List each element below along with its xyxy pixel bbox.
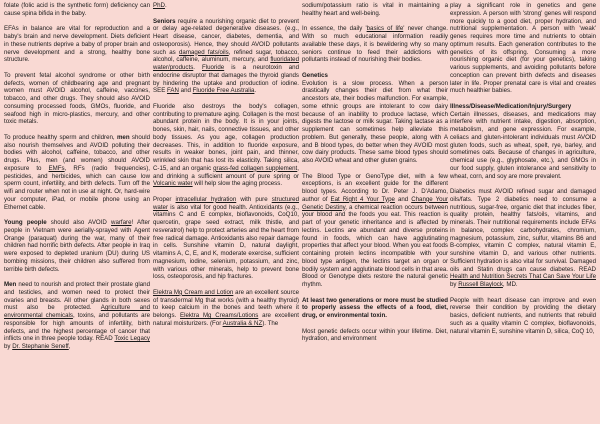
link-health-nutrition-secrets[interactable]: Health and Nutrition Secrets That Can Save Your Life — [450, 273, 596, 281]
heading-illness: Illness/Disease/Medication/Injury/Surgery — [450, 102, 572, 110]
paragraph-gene-expression: play a significant role in genetics and gene expression. A person with 'strong' genes will respond more quickly to a good diet, proper hydration, and nutritional supplementation. A person with 'weak' genes requires more time and nutrients to obtain optimum results. Each generation contributes to the genetics of its offspring. Consuming a more nourishing organic diet (for your genetics), taking various supplements, and avoiding pollutants before conception can prevent birth defects and diseases later in life. Proper prenatal care is vital and creates much healthier babies. — [450, 2, 596, 95]
link-elektra-creams[interactable]: Elektra Mg Creams/Lotions — [180, 312, 259, 319]
paragraph-collagen: Fluoride also destroys the body's collagen, contributing to premature aging. Collagen is the most abundant protein in the body. It is in your joints, bones, skin, hair, nails, connective tissues, and other body tissues. As you age, collagen production decreases. This, in addition to fluoride exposure, results in weaker bones, joint pain, and thinner, wrinkled skin that has lost its elasticity. Taking silica, C-15, and an organic grass-fed collagen supplement, and drinking a sufficient amount of pure spring or Volcanic water will help slow the aging process. — [153, 102, 299, 188]
link-toxic-legacy[interactable]: Toxic Legacy — [114, 335, 150, 343]
link-basics-of-life[interactable]: basics of life — [366, 25, 404, 33]
paragraph-certain-illnesses: Certain illnesses, diseases, and medications may interfere with nutrient intake, digestion, absorption, metabolism, and gene expression. For example, celiacs and gluten-intolerant individuals must AVOID gluten foods, such as wheat, spelt, rye, barley, and sometimes oats. Because of changes in agriculture, chemical use (e.g., glyphosate, etc.), and GMOs in our food supply, gluten intolerance and sensitivity to wheat, corn, and soy are more prevalent. — [450, 110, 596, 180]
link-damaged-fats[interactable]: damaged fats/oils — [179, 48, 229, 56]
link-fluoride[interactable]: Fluoride — [202, 64, 225, 71]
link-grass-fed-collagen[interactable]: grass-fed collagen supplement — [213, 164, 298, 172]
paragraph-folate: folate (folic acid is the synthetic form) deficiency can cause spina bifida in the baby. — [4, 2, 150, 17]
paragraph-phd: PhD. — [153, 2, 167, 9]
link-russell-blaylock[interactable]: Russell Blaylock — [458, 281, 503, 288]
paragraph-blood-type: The Blood Type or GenoType diet, with a few exceptions, is an excellent guide for the different blood types. According to Dr. Peter J. D'Adamo, author of Eat Right 4 Your Type and Change Your Genetic Destiny, a chemical reaction occurs between your blood and the foods you eat. This reaction is part of your genetic inheritance and is affected by lectins. Lectins are abundant and diverse proteins found in foods, which can have agglutinating properties that affect your blood. When you eat foods containing protein lectins incompatible with your blood type antigen, the lectins target an organ or bodily system and agglutinate blood cells in that area. Blood or Genotype diets restore the natural genetic rhythm. — [302, 172, 448, 288]
column-3 — [302, 0, 448, 424]
link-fluoride-free-australia[interactable]: Fluoride Free Australia — [192, 87, 255, 95]
heading-genetics: Genetics — [302, 71, 328, 79]
paragraph-genetic-defects: Most genetic defects occur within your lifetime. Diet, hydration, and environment — [302, 327, 448, 343]
link-australia-nz[interactable]: Australia & NZ — [222, 319, 263, 327]
link-structured-water[interactable]: structured water — [153, 195, 299, 211]
link-agriculture[interactable]: Agriculture and environmental chemicals — [4, 304, 150, 319]
paragraph-sodium: sodium/potassium ratio is vital in maintaining a healthy heart and well-being. — [302, 2, 448, 17]
paragraph-basics: In essence, the daily 'basics of life' never change. With so much educational information readily available these days, it is bewildering why so many seniors continue to feed their addictions with pollutants instead of nourishing their bodies. — [302, 25, 448, 64]
link-eat-right[interactable]: Eat Right 4 Your Type — [330, 195, 395, 203]
paragraph-heart-disease: People with heart disease can improve and even reverse their condition by providing the dietary basics, deficient nutrients, and nutrients that rebuild such as a quality vitamin C complex, bioflavonoids, natural vitamin E, sunshine vitamin D, silica, CoQ 10, — [450, 296, 596, 335]
link-fan[interactable]: FAN — [167, 87, 179, 95]
column-4 — [450, 0, 596, 424]
link-volcanic-water[interactable]: Volcanic water — [153, 180, 193, 188]
paragraph-diabetics: Diabetics must AVOID refined sugar and damaged oils/fats. Type 2 diabetics need to consume a nutritious, sugar-free, organic diet that includes fiber, quality protein, healthy fats/oils, vitamins, and minerals. Their nutritional requirements include EFAs in balance, complex carbohydrates, chromium, magnesium, potassium, zinc, sulfur, vitamins B6 and B-complex, vitamin C complex, natural vitamin E, sunshine vitamin D, and various other nutrients. Sufficient hydration is also vital for survival. Damaged oils and Statin drugs can cause diabetes. READ Health and Nutrition Secrets That Can Save Your Life by Russell Blaylock, MD. — [450, 188, 596, 288]
paragraph-efas: EFAs in balance are vital for reproduction and a baby's brain and nerve development. Diets deficient in these nutrients deprive a baby of proper brain and nerve development and a strong, healthy bone structure. — [4, 25, 150, 64]
link-elektra-mg-cream[interactable]: Elektra Mg Cream and Lotion — [153, 288, 234, 296]
paragraph-seniors: Seniors require a nourishing organic diet to prevent or delay age-related degenerative diseases. (e.g., Heart disease, cancer, diabetes, dementia, and osteoporosis). Hence, they should AVOID pollutants such as damaged fats/oils, refined sugar, tobacco, alcohol, caffeine, aluminum, mercury, and fluoridated water/products. Fluoride is a neurotoxin and endocrine disruptor that damages the thyroid glands by hindering the uptake and production of iodine. SEE FAN and Fluoride Free Australia. — [153, 17, 299, 95]
paragraph-glands: Men need to nourish and protect their prostate gland and testicles, and women need to protect their ovaries and breasts. All other glands in both sexes must also be protected. Agriculture and environmental chemicals, toxins, and pollutants are responsible for high amounts of infertility, birth defects, and the highest percentage of cancer that inflicts one in three people today. READ Toxic Legacy by Dr. Stephanie Seneff, — [4, 281, 150, 350]
link-emfs[interactable]: EMFs — [48, 164, 65, 172]
link-phd[interactable]: PhD — [153, 2, 165, 9]
paragraph-fetal-alcohol: To prevent fetal alcohol syndrome or other birth defects, women of childbearing age and pregnant women must AVOID alcohol, caffeine, vaccines, tobacco, and other drugs. They should also AVOID consuming processed foods, GMOs, fluoride, and seafood high in micro-plastics, mercury, and other toxic metals. — [4, 71, 150, 126]
paragraph-evolution: Evolution is a slow process. When a person drastically changes their diet from what their ancestors ate, their bodies malfunction. For example, some ethnic groups are intolerant to cow dairy because of an inability to produce lactase, which digests the lactose or milk sugar. Taking lactase as a supplement can sometimes help alleviate this problem. But generally, these people, along with A and B blood types, do better when they AVOID most cow dairy products. These same blood types should also AVOID wheat and other gluten grains. — [302, 79, 448, 164]
bold-statement: At least two generations or more must be studied to properly assess the effects of a food, diet, drug, or environmental toxin. — [302, 296, 448, 319]
paragraph-elektra: Elektra Mg Cream and Lotion are an excellent source of transdermal Mg that works (with a healthy thyroid) to keep calcium in the bones and teeth where it belongs. Elektra Mg Creams/Lotions are excellent natural moisturizers. (For Australia & NZ). The — [153, 288, 299, 327]
link-warfare[interactable]: warfare — [111, 219, 132, 226]
column-1 — [4, 0, 150, 424]
link-change-genetic-destiny[interactable]: Change Your Genetic Destiny — [302, 195, 448, 211]
link-fluoridated-water[interactable]: fluoridated water/products — [153, 56, 299, 71]
paragraph-hydration: Proper intracellular hydration with pure structured water is also vital for good health. Antioxidants (e.g., vitamins C and E complex, bioflavonoids, CoQ10, quercetin, grape seed extract, milk thistle, and resveratrol) help to protect arteries and the heart from free radical damage. Antioxidants also repair damage in cells. Sunshine vitamin D, natural daylight, vitamins A, C, E, and K, moderate exercise, sufficient magnesium, iodine, selenium, potassium, and zinc, with various other minerals, help to prevent bone loss, osteoporosis, and hip fractures. — [153, 195, 299, 281]
column-2 — [153, 0, 299, 424]
paragraph-healthy-sperm: To produce healthy sperm and children, men should also nourish themselves and AVOID polluting their bodies with alcohol, caffeine, tobacco, and other drugs. Plus, men (and women) should AVOID exposure to EMFs, RFs (radio frequencies), pesticides, and herbicides, which can cause low sperm count, infertility, and birth defects. Turn off the wifi and router when not in use at night. Or, hard-wire your computer, iPad, or mobile phone using an Ethernet cable. — [4, 133, 150, 211]
link-stephanie-seneff[interactable]: Dr. Stephanie Seneff — [12, 343, 69, 350]
paragraph-warfare: Young people should also AVOID warfare! After people in Vietnam were aerially-sprayed with Agent Orange (paraquat) during the war, many of their children had horrific birth defects. After people in Iraq were exposed to depleted uranium (DU) during US bombing missions, their children also suffered from terrible birth defects. — [4, 219, 150, 273]
link-intracellular-hydration[interactable]: intracellular hydration — [175, 195, 237, 203]
